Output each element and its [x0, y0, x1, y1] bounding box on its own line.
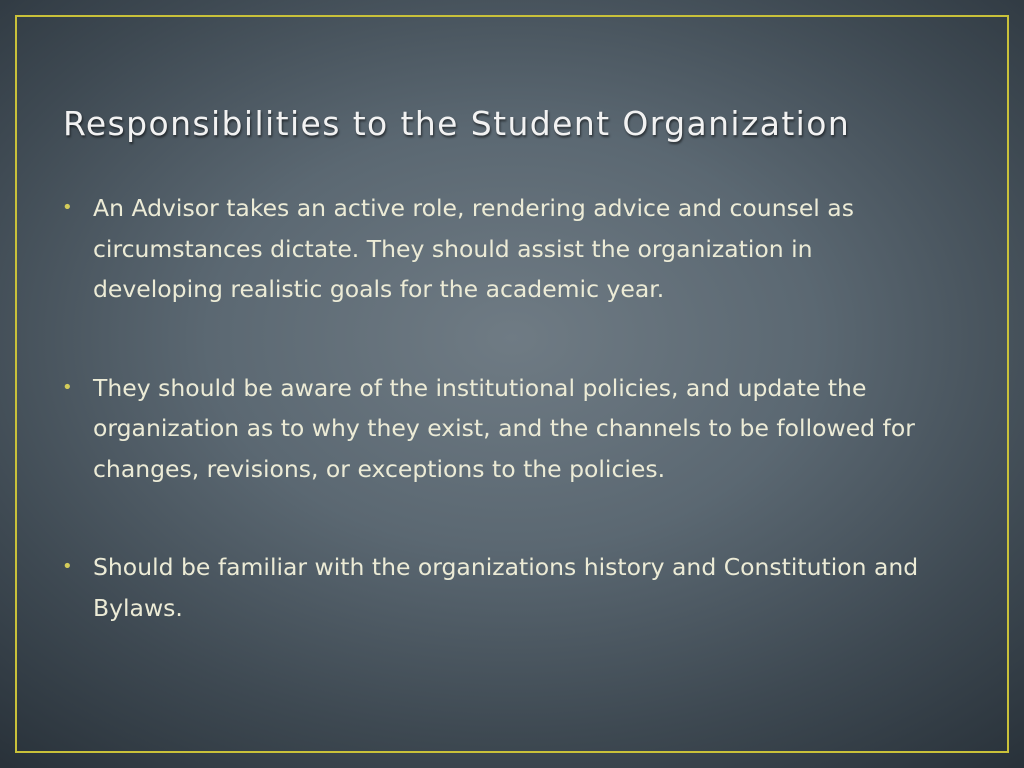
- bullet-text: They should be aware of the institutional policies, and update the organization as to why they exist, and the channels to be followed for changes, revisions, or exceptions to the policies.: [93, 373, 915, 483]
- bullet-item-advisor-role: [60, 188, 940, 310]
- bullet-text: Should be familiar with the organizations history and Constitution and Bylaws.: [93, 553, 919, 622]
- bullet-dot-icon: •: [62, 197, 73, 218]
- bullet-item-institutional-policies: [60, 368, 940, 490]
- bullet-list: [60, 188, 940, 686]
- bullet-item-history-constitution: [60, 547, 940, 628]
- bullet-dot-icon: •: [62, 376, 73, 398]
- bullet-text: An Advisor takes an active role, rendering advice and counsel as circumstances dictate. They should assist the organization in developing realistic goals for the academic year.: [93, 194, 854, 303]
- slide-title: Responsibilities to the Student Organization: [63, 104, 851, 143]
- bullet-dot-icon: •: [62, 556, 73, 577]
